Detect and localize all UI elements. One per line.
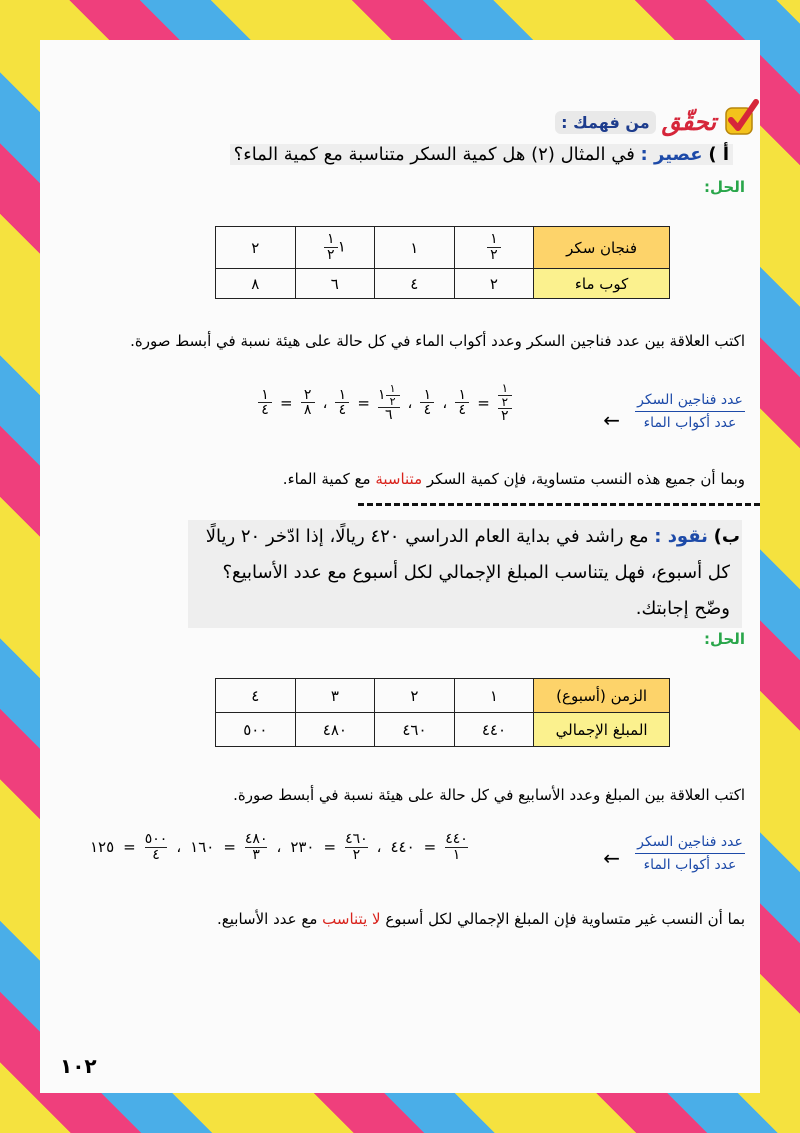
question-a-keyword: عصير : xyxy=(640,144,703,165)
table-a-cell: $\frac{١}{٢}$ xyxy=(454,227,534,269)
table-b-cell: ٤ xyxy=(216,679,296,713)
table-a-header-water: كوب ماء xyxy=(534,269,670,299)
ratio-label-top: عدد فناجين السكر xyxy=(637,392,743,408)
title-main: تحقّق xyxy=(661,108,716,136)
divider xyxy=(358,503,760,506)
conclusion-a-after: مع كمية الماء. xyxy=(282,470,371,488)
table-b-cell: ٢ xyxy=(375,679,455,713)
table-a-cell: ٦ xyxy=(295,269,375,299)
table-b-cell: ٤٤٠ xyxy=(454,713,534,747)
question-b-text1: مع راشد في بداية العام الدراسي ٤٢٠ ريالًا، إذا ادّخر ٢٠ ريالًا xyxy=(205,526,649,547)
instruction-a: اكتب العلاقة بين عدد فناجين السكر وعدد أكواب الماء في كل حالة على هيئة نسبة في أبسط صورة. xyxy=(130,332,745,350)
question-b-letter: ب) xyxy=(713,526,740,547)
table-b xyxy=(215,678,670,747)
ratio-label-a xyxy=(635,392,745,431)
ratio-label-b-bottom: عدد أكواب الماء xyxy=(643,857,737,873)
ratio-label-b xyxy=(635,834,745,873)
question-a xyxy=(230,144,733,165)
question-b-keyword: نقود : xyxy=(654,526,708,547)
question-b-line2: كل أسبوع، فهل يتناسب المبلغ الإجمالي لكل أسبوع مع عدد الأسابيع؟ xyxy=(222,562,730,583)
arrow-left-icon: ← xyxy=(603,408,620,432)
checkmark-icon xyxy=(722,98,760,138)
solution-label-b: الحل: xyxy=(704,630,745,648)
conclusion-a xyxy=(283,470,745,488)
table-b-cell: ٣ xyxy=(295,679,375,713)
solution-label-a: الحل: xyxy=(704,178,745,196)
question-b-line1 xyxy=(206,526,740,547)
table-a-cell: ٨ xyxy=(216,269,296,299)
result-b-2: ٢٣٠ xyxy=(290,838,315,857)
ratios-a: $\frac{١}{٤}$ = $\frac{٢}{٨}$ ، $\frac{١}{٤}$ = ١ $\frac{١}{٢}$ ٦ ، $\frac{١}{٤}$ ، $\frac{١}{٤}$ = $\frac{\frac{١}{٢}}{٢}$ xyxy=(258,382,618,424)
page-number: ١٠٢ xyxy=(60,1054,97,1078)
conclusion-a-highlight: متناسبة xyxy=(375,470,423,488)
table-b-cell: ٤٨٠ xyxy=(295,713,375,747)
table-a-cell: ١ $\frac{١}{٢}$ xyxy=(295,227,375,269)
result-b-4: ١٢٥ xyxy=(90,838,115,857)
ratio-label-bottom: عدد أكواب الماء xyxy=(643,415,737,431)
question-b-line3: وضّح إجابتك. xyxy=(635,598,730,619)
table-a-cell: ٤ xyxy=(375,269,454,299)
conclusion-b xyxy=(217,910,745,928)
table-a-cell: ٢ xyxy=(216,227,296,269)
table-b-cell: ١ xyxy=(454,679,534,713)
ratios-b: ١٢٥ = $\frac{٥٠٠}{٤}$ ، ١٦٠ = $\frac{٤٨٠}{٣}$ ، ٢٣٠ = $\frac{٤٦٠}{٢}$ ، ٤٤٠ = $\frac{٤٤٠}{١}$ xyxy=(90,831,468,863)
table-a-cell: ١ xyxy=(375,227,454,269)
table-b-header-time: الزمن (أسبوع) xyxy=(534,679,670,713)
arrow-left-icon: ← xyxy=(603,846,620,870)
conclusion-b-highlight: لا يتناسب xyxy=(322,910,381,928)
table-a xyxy=(215,226,670,299)
table-a-header-sugar: فنجان سكر xyxy=(534,227,670,269)
table-b-cell: ٤٦٠ xyxy=(375,713,455,747)
conclusion-a-before: وبما أن جميع هذه النسب متساوية، فإن كمية السكر xyxy=(426,470,745,488)
question-a-text: في المثال (٢) هل كمية السكر متناسبة مع كمية الماء؟ xyxy=(233,144,635,165)
ratio-label-b-top: عدد فناجين السكر xyxy=(637,834,743,850)
question-a-letter: أ ) xyxy=(708,144,729,165)
result-b-1: ٤٤٠ xyxy=(390,838,415,857)
result-b-3: ١٦٠ xyxy=(190,838,215,857)
instruction-b: اكتب العلاقة بين المبلغ وعدد الأسابيع في كل حالة على هيئة نسبة في أبسط صورة. xyxy=(233,786,745,804)
title-sub: من فهمك : xyxy=(555,111,656,134)
conclusion-b-after: مع عدد الأسابيع. xyxy=(217,910,318,928)
section-title xyxy=(555,102,716,142)
table-a-cell: ٢ xyxy=(454,269,534,299)
conclusion-b-before: بما أن النسب غير متساوية فإن المبلغ الإجمالي لكل أسبوع xyxy=(385,910,745,928)
table-b-header-amount: المبلغ الإجمالي xyxy=(534,713,670,747)
page-sheet xyxy=(40,40,760,1093)
table-b-cell: ٥٠٠ xyxy=(216,713,296,747)
